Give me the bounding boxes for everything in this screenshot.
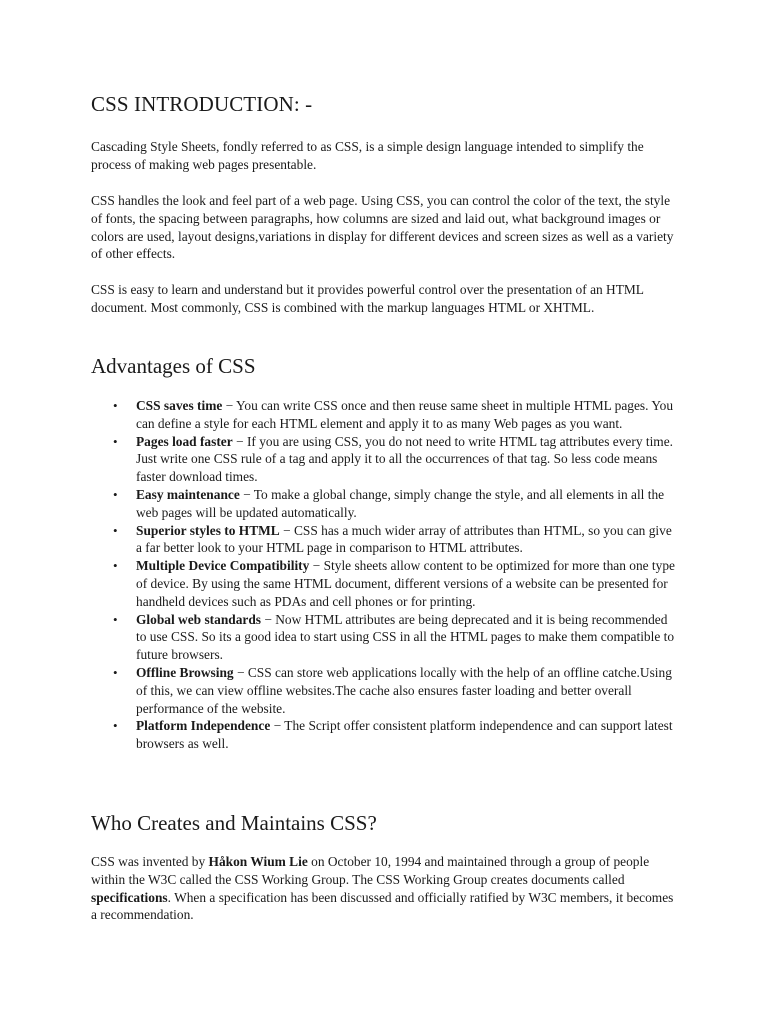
list-item [91, 557, 681, 610]
list-item [91, 486, 681, 522]
intro-text-heets: heets, fondly referred to as CSS, is a simple design language intended to simplify the process of making web pages presentable. [91, 139, 644, 172]
list-item [91, 397, 681, 433]
initial-s2: S [181, 139, 189, 154]
list-item-term: CSS saves time [136, 398, 223, 413]
list-item-term: Superior styles to HTML [136, 522, 280, 538]
list-item-text: − The Script offer consistent platform independence and can support latest browsers as well. [136, 718, 673, 752]
intro-paragraph-1 [91, 138, 676, 174]
bullet-icon: • [113, 611, 118, 627]
list-item [91, 522, 681, 558]
bullet-icon: • [113, 398, 118, 413]
list-item-term: Offline Browsing [136, 664, 234, 680]
who-text-1: CSS was invented by [91, 854, 209, 869]
list-item [91, 717, 681, 753]
list-item [91, 664, 681, 717]
initial-s: S [150, 139, 158, 154]
intro-paragraph-3: CSS is easy to learn and understand but it provides powerful control over the presentation of an HTML document. Most commonly, CSS is combined with the markup languages HTML or XHTML. [91, 282, 644, 315]
who-text-2: on October 10, 1994 and maintained through a group of people within the W3C called the CSS Working Group. The CSS Working Group creates documents called [91, 854, 650, 887]
list-item-term: Easy maintenance [136, 486, 240, 502]
intro-text-tyle: tyle [157, 139, 182, 154]
list-item [91, 433, 681, 486]
list-item-text: − Now HTML attributes are being deprecated and it is being recommended to use CSS. So its a good idea to start using CSS in all the HTML pages to make them compatible to future browsers. [136, 611, 675, 663]
page-title: CSS INTRODUCTION: - [91, 92, 313, 116]
list-item-term: Platform Independence [136, 718, 271, 734]
specifications-term: specifications [91, 889, 168, 905]
who-heading: Who Creates and Maintains CSS? [91, 811, 377, 835]
list-item-text: − CSS has a much wider array of attributes than HTML, so you can give a far better look to your HTML page in comparison to HTML attributes. [136, 522, 672, 556]
initial-c: C [91, 139, 100, 154]
list-item-term: Pages load faster [136, 433, 233, 449]
list-item-text: − Style sheets allow content to be optimized for more than one type of device. By using the same HTML document, different versions of a website can be presented for handheld devices such as PDAs and cell phones or for printing. [136, 558, 675, 609]
bullet-icon: • [113, 718, 118, 734]
intro-paragraph-2: CSS handles the look and feel part of a web page. Using CSS, you can control the color of the text, the style of fonts, the spacing between paragraphs, how columns are sized and laid out, what background images or colors are used, layout designs,variations in display for different devices and screen sizes as well as a variety of other effects. [91, 193, 674, 262]
advantages-heading: Advantages of CSS [91, 354, 256, 378]
bullet-icon: • [113, 433, 118, 449]
list-item-text: − You can write CSS once and then reuse same sheet in multiple HTML pages. You can define a style for each HTML element and apply it to as many Web pages as you want. [136, 398, 674, 431]
advantages-list [91, 397, 681, 753]
inventor-name: Håkon Wium Lie [208, 854, 308, 869]
who-paragraph [91, 853, 676, 924]
list-item-text: − CSS can store web applications locally with the help of an offline catche.Using of this, we can view offline websites.The cache also ensures faster loading and better overall performance of the website. [136, 664, 672, 716]
bullet-icon: • [113, 486, 118, 502]
list-item-term: Global web standards [136, 611, 262, 627]
list-item-text: − To make a global change, simply change the style, and all elements in all the web pages will be updated automatically. [136, 486, 665, 520]
bullet-icon: • [113, 664, 118, 680]
bullet-icon: • [113, 558, 118, 574]
who-text-3: . When a specification has been discussed and officially ratified by W3C members, it becomes a recommendation. [91, 889, 674, 923]
bullet-icon: • [113, 522, 118, 538]
list-item [91, 611, 681, 664]
list-item-text: − If you are using CSS, you do not need to write HTML tag attributes every time. Just write one CSS rule of a tag and apply it to all the occurrences of that tag. So less code means faster download times. [136, 433, 674, 485]
list-item-term: Multiple Device Compatibility [136, 558, 310, 574]
intro-text-ascading: ascading [99, 139, 151, 154]
